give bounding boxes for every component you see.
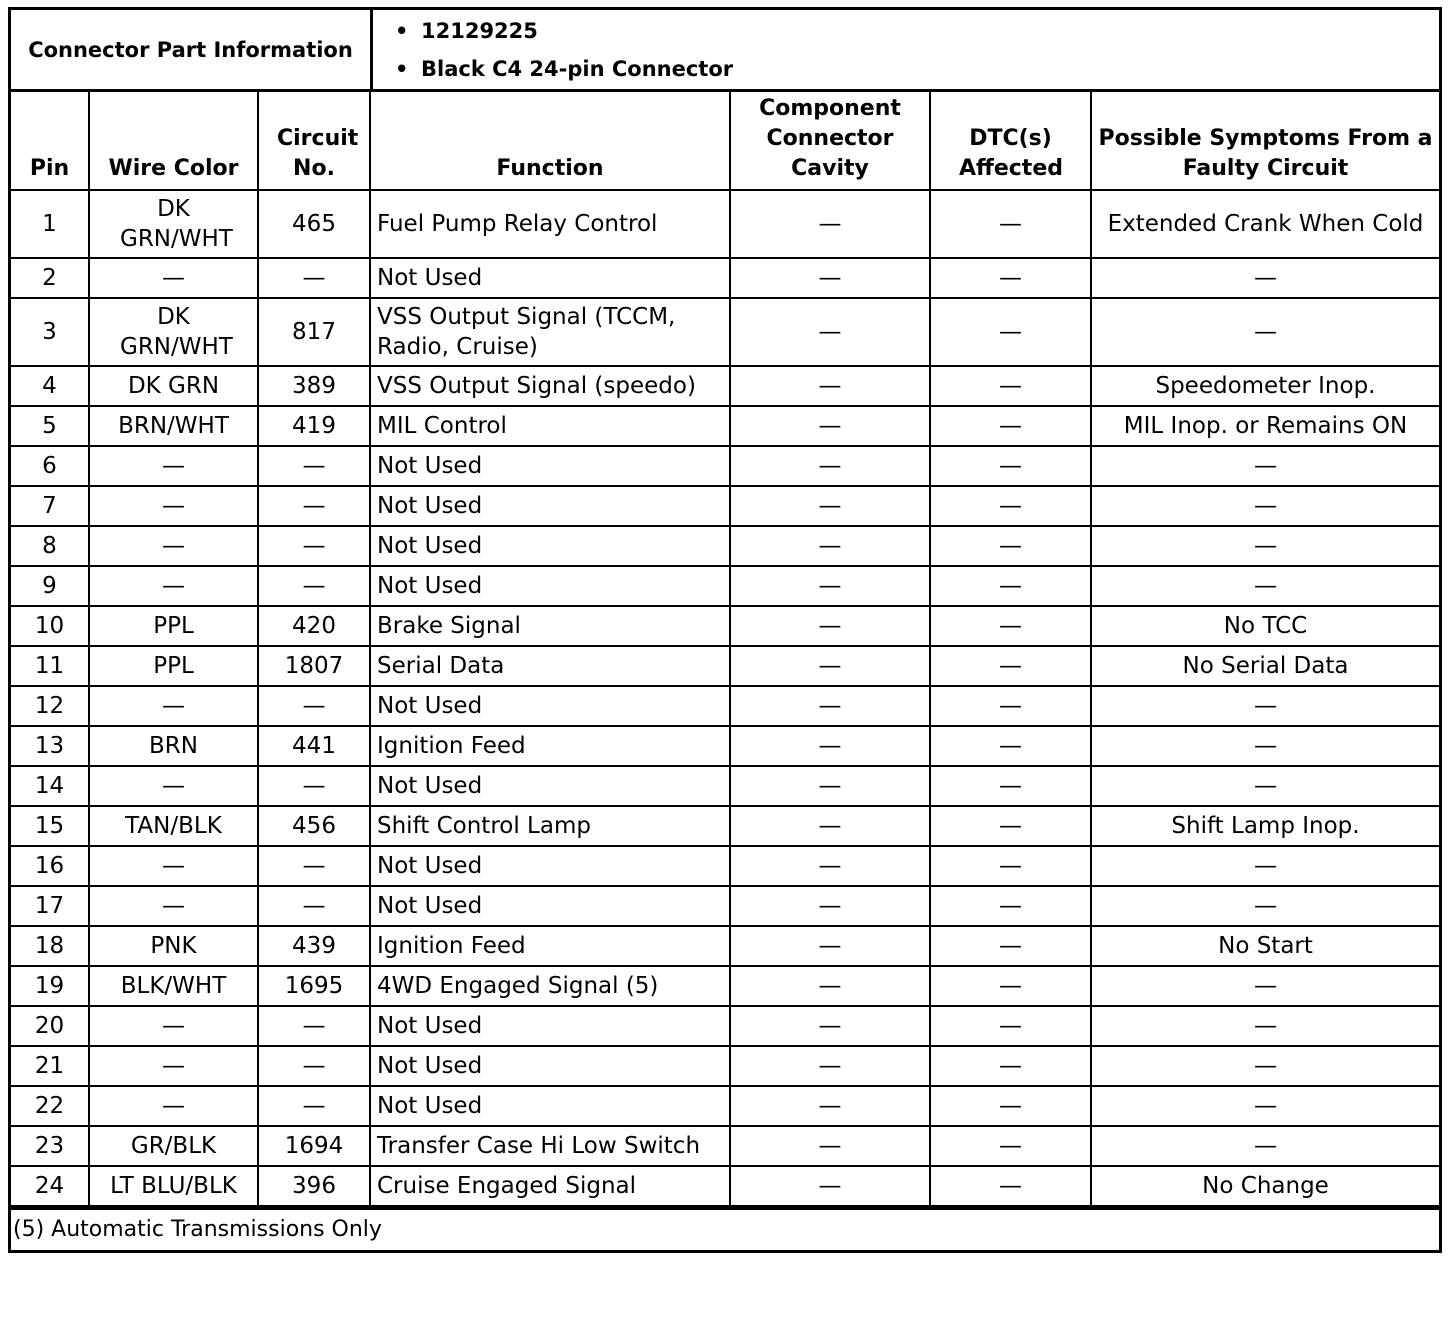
wire-color-cell: LT BLU/BLK xyxy=(89,1166,258,1206)
function-cell: Cruise Engaged Signal xyxy=(370,1166,730,1206)
table-row xyxy=(11,966,1439,1006)
table-row xyxy=(11,566,1439,606)
function-cell: Not Used xyxy=(370,486,730,526)
pin-cell: 13 xyxy=(11,726,89,766)
function-cell: Transfer Case Hi Low Switch xyxy=(370,1126,730,1166)
wire-color-cell: — xyxy=(89,766,258,806)
table-row xyxy=(11,1006,1439,1046)
pin-cell: 8 xyxy=(11,526,89,566)
wire-color-cell: BRN xyxy=(89,726,258,766)
wire-color-cell: TAN/BLK xyxy=(89,806,258,846)
symptom-cell: — xyxy=(1091,526,1439,566)
pin-cell: 3 xyxy=(11,298,89,366)
header-circuit-no: Circuit No. xyxy=(258,92,370,190)
table-row xyxy=(11,406,1439,446)
cavity-cell: — xyxy=(730,298,930,366)
function-cell: VSS Output Signal (TCCM, Radio, Cruise) xyxy=(370,298,730,366)
circuit-no-cell: 817 xyxy=(258,298,370,366)
symptom-cell: — xyxy=(1091,298,1439,366)
pin-cell: 2 xyxy=(11,258,89,298)
dtc-cell: — xyxy=(930,606,1091,646)
pin-cell: 20 xyxy=(11,1006,89,1046)
symptom-cell: — xyxy=(1091,1046,1439,1086)
cavity-cell: — xyxy=(730,646,930,686)
table-row xyxy=(11,646,1439,686)
table-row xyxy=(11,486,1439,526)
circuit-no-cell: — xyxy=(258,446,370,486)
symptom-cell: — xyxy=(1091,766,1439,806)
symptom-cell: — xyxy=(1091,446,1439,486)
header-wire-color: Wire Color xyxy=(89,92,258,190)
dtc-cell: — xyxy=(930,258,1091,298)
cavity-cell: — xyxy=(730,1006,930,1046)
circuit-no-cell: 396 xyxy=(258,1166,370,1206)
header-function: Function xyxy=(370,92,730,190)
table-row xyxy=(11,886,1439,926)
pin-cell: 4 xyxy=(11,366,89,406)
wire-color-cell: — xyxy=(89,446,258,486)
wire-color-cell: — xyxy=(89,566,258,606)
function-cell: Fuel Pump Relay Control xyxy=(370,190,730,258)
table-row xyxy=(11,686,1439,726)
function-cell: VSS Output Signal (speedo) xyxy=(370,366,730,406)
header-dtc: DTC(s) Affected xyxy=(930,92,1091,190)
function-cell: Not Used xyxy=(370,258,730,298)
function-cell: Not Used xyxy=(370,846,730,886)
table-row xyxy=(11,766,1439,806)
symptom-cell: No Change xyxy=(1091,1166,1439,1206)
dtc-cell: — xyxy=(930,686,1091,726)
wire-color-cell: — xyxy=(89,486,258,526)
cavity-cell: — xyxy=(730,926,930,966)
symptom-cell: — xyxy=(1091,886,1439,926)
symptom-cell: Shift Lamp Inop. xyxy=(1091,806,1439,846)
symptom-cell: — xyxy=(1091,1086,1439,1126)
function-cell: Not Used xyxy=(370,446,730,486)
function-cell: Ignition Feed xyxy=(370,926,730,966)
connector-part-info xyxy=(11,10,1439,92)
table-row xyxy=(11,190,1439,258)
wire-color-cell: BRN/WHT xyxy=(89,406,258,446)
circuit-no-cell: — xyxy=(258,686,370,726)
wire-color-cell: PNK xyxy=(89,926,258,966)
circuit-no-cell: 456 xyxy=(258,806,370,846)
function-cell: MIL Control xyxy=(370,406,730,446)
symptom-cell: — xyxy=(1091,1126,1439,1166)
wire-color-cell: BLK/WHT xyxy=(89,966,258,1006)
symptom-cell: — xyxy=(1091,966,1439,1006)
wire-color-cell: PPL xyxy=(89,606,258,646)
table-row xyxy=(11,806,1439,846)
symptom-cell: — xyxy=(1091,566,1439,606)
wire-color-cell: GR/BLK xyxy=(89,1126,258,1166)
cavity-cell: — xyxy=(730,486,930,526)
cavity-cell: — xyxy=(730,366,930,406)
symptom-cell: — xyxy=(1091,846,1439,886)
function-cell: Not Used xyxy=(370,1046,730,1086)
dtc-cell: — xyxy=(930,1086,1091,1126)
function-cell: Serial Data xyxy=(370,646,730,686)
pin-cell: 17 xyxy=(11,886,89,926)
dtc-cell: — xyxy=(930,766,1091,806)
circuit-no-cell: 1807 xyxy=(258,646,370,686)
circuit-no-cell: — xyxy=(258,1006,370,1046)
function-cell: Brake Signal xyxy=(370,606,730,646)
symptom-cell: MIL Inop. or Remains ON xyxy=(1091,406,1439,446)
circuit-no-cell: 419 xyxy=(258,406,370,446)
circuit-no-cell: — xyxy=(258,766,370,806)
wire-color-cell: — xyxy=(89,526,258,566)
wire-color-cell: — xyxy=(89,886,258,926)
connector-description: • Black C4 24-pin Connector xyxy=(421,50,733,88)
pin-cell: 21 xyxy=(11,1046,89,1086)
function-cell: Not Used xyxy=(370,686,730,726)
function-cell: Shift Control Lamp xyxy=(370,806,730,846)
dtc-cell: — xyxy=(930,446,1091,486)
function-cell: 4WD Engaged Signal (5) xyxy=(370,966,730,1006)
dtc-cell: — xyxy=(930,1046,1091,1086)
function-cell: Not Used xyxy=(370,1006,730,1046)
dtc-cell: — xyxy=(930,190,1091,258)
circuit-no-cell: — xyxy=(258,1046,370,1086)
wire-color-cell: DK GRN/WHT xyxy=(89,298,258,366)
pin-cell: 15 xyxy=(11,806,89,846)
wire-color-cell: — xyxy=(89,1086,258,1126)
circuit-no-cell: 1694 xyxy=(258,1126,370,1166)
pin-cell: 23 xyxy=(11,1126,89,1166)
cavity-cell: — xyxy=(730,1046,930,1086)
dtc-cell: — xyxy=(930,926,1091,966)
dtc-cell: — xyxy=(930,526,1091,566)
pin-cell: 6 xyxy=(11,446,89,486)
circuit-no-cell: — xyxy=(258,526,370,566)
pin-cell: 9 xyxy=(11,566,89,606)
pin-cell: 11 xyxy=(11,646,89,686)
wire-color-cell: — xyxy=(89,846,258,886)
pin-cell: 22 xyxy=(11,1086,89,1126)
symptom-cell: — xyxy=(1091,726,1439,766)
cavity-cell: — xyxy=(730,566,930,606)
circuit-no-cell: 439 xyxy=(258,926,370,966)
function-cell: Not Used xyxy=(370,886,730,926)
cavity-cell: — xyxy=(730,526,930,566)
cavity-cell: — xyxy=(730,258,930,298)
cavity-cell: — xyxy=(730,886,930,926)
wire-color-cell: — xyxy=(89,258,258,298)
dtc-cell: — xyxy=(930,1126,1091,1166)
wire-color-cell: — xyxy=(89,686,258,726)
cavity-cell: — xyxy=(730,846,930,886)
pin-cell: 10 xyxy=(11,606,89,646)
function-cell: Ignition Feed xyxy=(370,726,730,766)
pin-cell: 16 xyxy=(11,846,89,886)
footnote: (5) Automatic Transmissions Only xyxy=(11,1207,1439,1250)
table-row xyxy=(11,926,1439,966)
wire-color-cell: DK GRN/WHT xyxy=(89,190,258,258)
cavity-cell: — xyxy=(730,1166,930,1206)
connector-info-label: Connector Part Information xyxy=(11,10,373,89)
cavity-cell: — xyxy=(730,966,930,1006)
circuit-no-cell: 465 xyxy=(258,190,370,258)
circuit-no-cell: 389 xyxy=(258,366,370,406)
circuit-no-cell: 420 xyxy=(258,606,370,646)
symptom-cell: No Start xyxy=(1091,926,1439,966)
symptom-cell: No TCC xyxy=(1091,606,1439,646)
function-cell: Not Used xyxy=(370,566,730,606)
table-row xyxy=(11,366,1439,406)
cavity-cell: — xyxy=(730,686,930,726)
table-row xyxy=(11,446,1439,486)
dtc-cell: — xyxy=(930,846,1091,886)
table-row xyxy=(11,526,1439,566)
table-row xyxy=(11,1086,1439,1126)
dtc-cell: — xyxy=(930,1166,1091,1206)
dtc-cell: — xyxy=(930,646,1091,686)
dtc-cell: — xyxy=(930,406,1091,446)
pin-cell: 24 xyxy=(11,1166,89,1206)
circuit-no-cell: — xyxy=(258,886,370,926)
function-cell: Not Used xyxy=(370,766,730,806)
cavity-cell: — xyxy=(730,726,930,766)
circuit-no-cell: — xyxy=(258,486,370,526)
wire-color-cell: PPL xyxy=(89,646,258,686)
pin-cell: 5 xyxy=(11,406,89,446)
wire-color-cell: DK GRN xyxy=(89,366,258,406)
dtc-cell: — xyxy=(930,366,1091,406)
cavity-cell: — xyxy=(730,446,930,486)
dtc-cell: — xyxy=(930,726,1091,766)
pin-cell: 18 xyxy=(11,926,89,966)
circuit-no-cell: 441 xyxy=(258,726,370,766)
dtc-cell: — xyxy=(930,486,1091,526)
dtc-cell: — xyxy=(930,298,1091,366)
dtc-cell: — xyxy=(930,566,1091,606)
connector-info-list xyxy=(373,10,733,89)
table-row xyxy=(11,1166,1439,1206)
pin-cell: 14 xyxy=(11,766,89,806)
cavity-cell: — xyxy=(730,766,930,806)
pin-cell: 19 xyxy=(11,966,89,1006)
cavity-cell: — xyxy=(730,1086,930,1126)
header-pin: Pin xyxy=(11,92,89,190)
symptom-cell: — xyxy=(1091,486,1439,526)
symptom-cell: — xyxy=(1091,258,1439,298)
function-cell: Not Used xyxy=(370,1086,730,1126)
function-cell: Not Used xyxy=(370,526,730,566)
cavity-cell: — xyxy=(730,1126,930,1166)
wire-color-cell: — xyxy=(89,1006,258,1046)
pinout-table xyxy=(11,92,1439,1207)
circuit-no-cell: — xyxy=(258,566,370,606)
part-number: • 12129225 xyxy=(421,12,733,50)
symptom-cell: Extended Crank When Cold xyxy=(1091,190,1439,258)
header-symptoms: Possible Symptoms From a Faulty Circuit xyxy=(1091,92,1439,190)
header-cavity: Component Connector Cavity xyxy=(730,92,930,190)
wire-color-cell: — xyxy=(89,1046,258,1086)
dtc-cell: — xyxy=(930,966,1091,1006)
cavity-cell: — xyxy=(730,190,930,258)
cavity-cell: — xyxy=(730,606,930,646)
table-row xyxy=(11,846,1439,886)
dtc-cell: — xyxy=(930,1006,1091,1046)
connector-table-sheet xyxy=(8,7,1442,1253)
symptom-cell: — xyxy=(1091,686,1439,726)
table-row xyxy=(11,258,1439,298)
cavity-cell: — xyxy=(730,406,930,446)
table-row xyxy=(11,1126,1439,1166)
dtc-cell: — xyxy=(930,886,1091,926)
symptom-cell: — xyxy=(1091,1006,1439,1046)
circuit-no-cell: 1695 xyxy=(258,966,370,1006)
symptom-cell: Speedometer Inop. xyxy=(1091,366,1439,406)
circuit-no-cell: — xyxy=(258,846,370,886)
dtc-cell: — xyxy=(930,806,1091,846)
circuit-no-cell: — xyxy=(258,1086,370,1126)
table-row xyxy=(11,606,1439,646)
table-row xyxy=(11,726,1439,766)
table-header-row xyxy=(11,92,1439,190)
pin-cell: 7 xyxy=(11,486,89,526)
circuit-no-cell: — xyxy=(258,258,370,298)
cavity-cell: — xyxy=(730,806,930,846)
symptom-cell: No Serial Data xyxy=(1091,646,1439,686)
table-row xyxy=(11,298,1439,366)
pin-cell: 12 xyxy=(11,686,89,726)
table-row xyxy=(11,1046,1439,1086)
pin-cell: 1 xyxy=(11,190,89,258)
